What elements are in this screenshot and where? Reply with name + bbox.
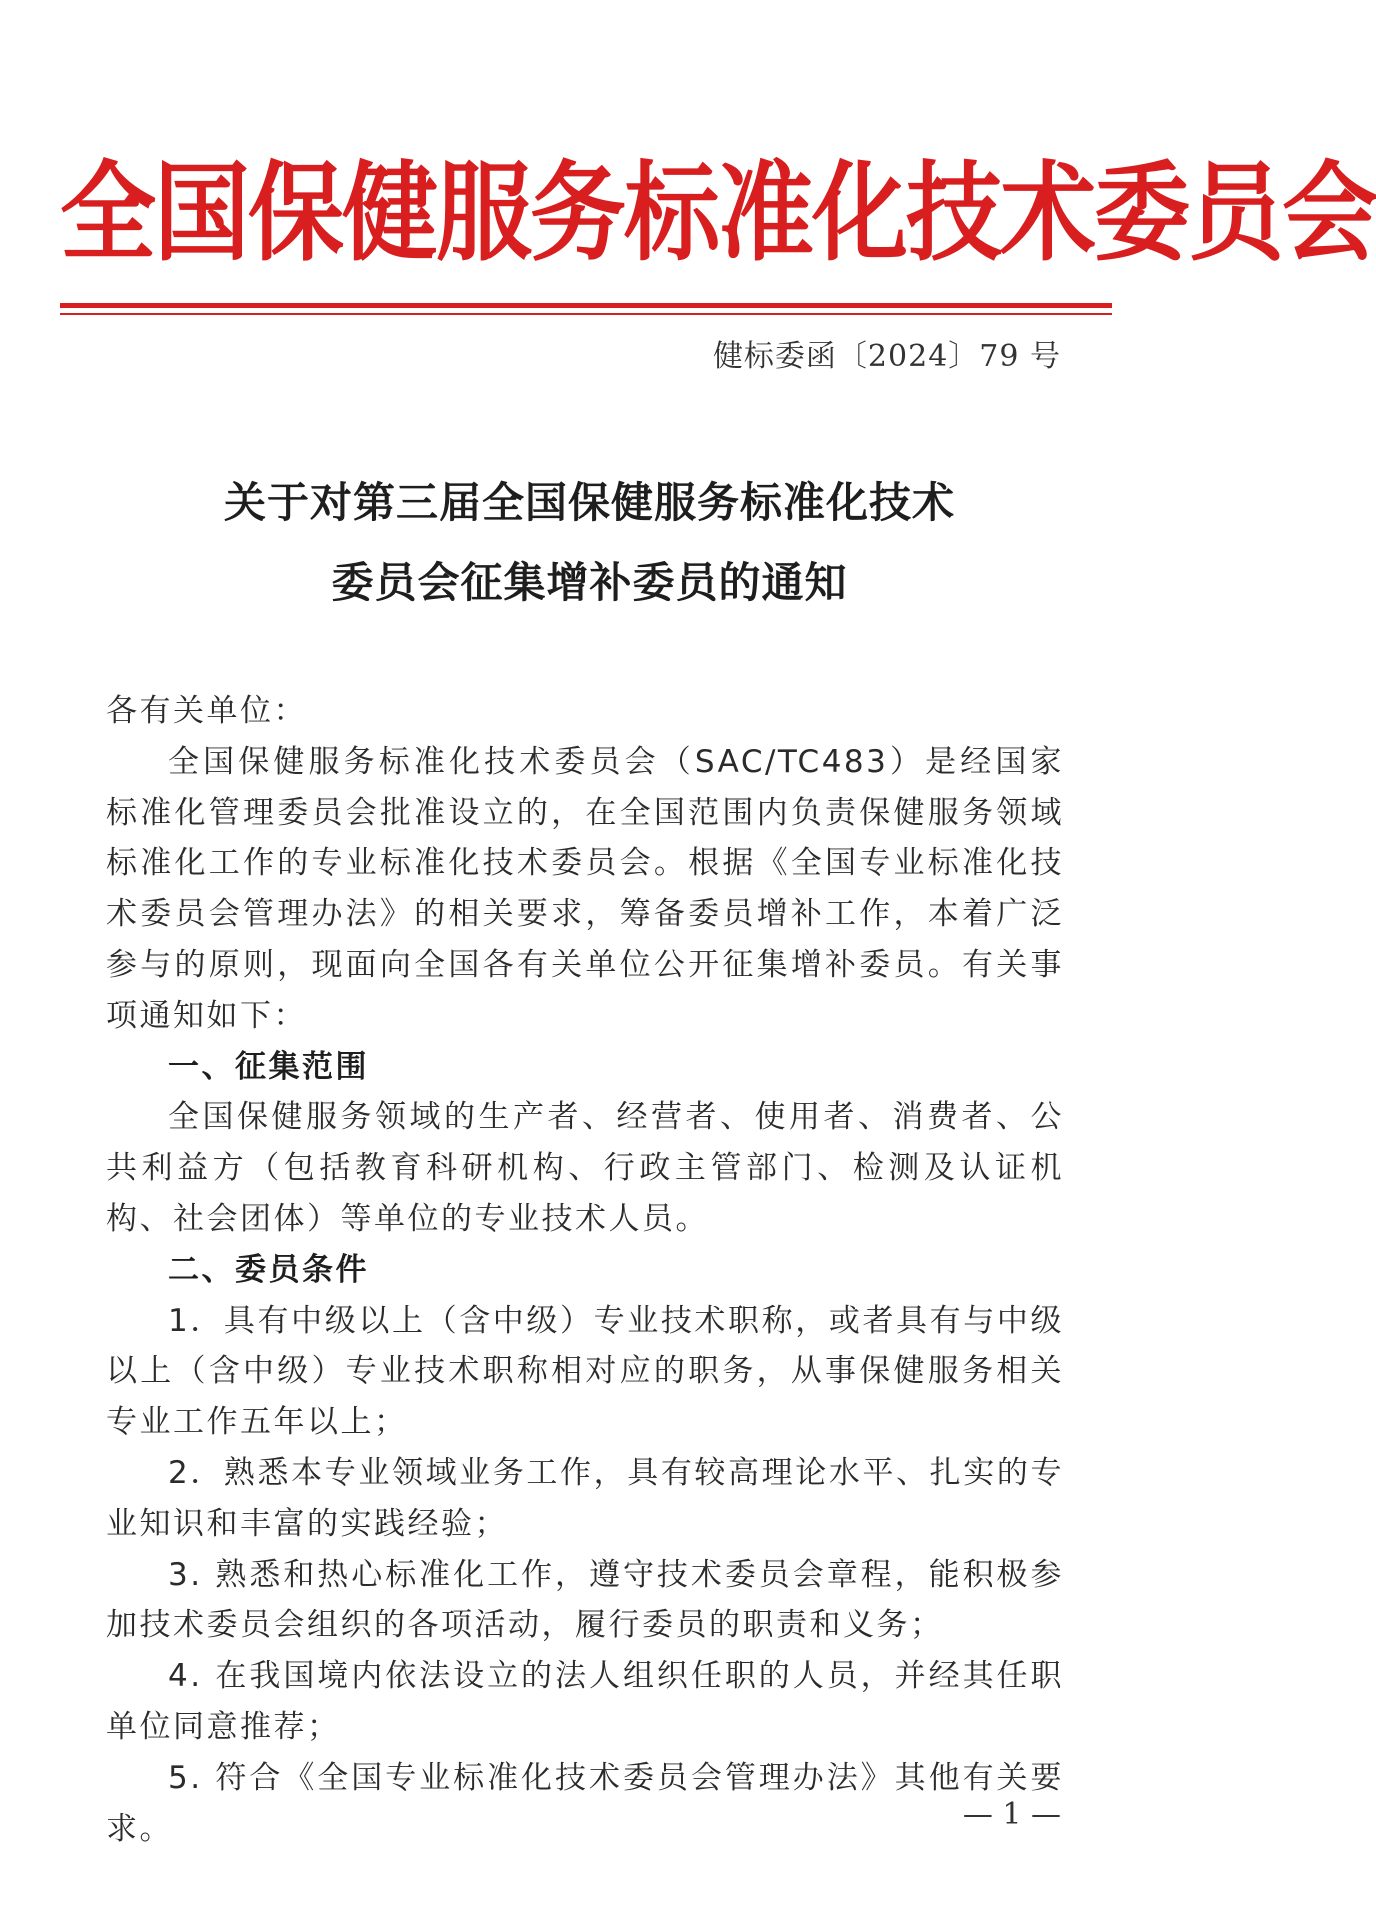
salutation: 各有关单位：	[106, 693, 307, 729]
letterhead-red-rule	[60, 303, 1112, 308]
section-2-heading: 二、委员条件	[168, 1251, 369, 1288]
document-number: 健标委函〔2024〕79 号	[712, 339, 1061, 374]
document-body	[106, 686, 1064, 1854]
condition-item-4: 4. 在我国境内依法设立的法人组织任职的人员，并经其任职单位同意推荐；	[106, 1658, 1064, 1745]
document-title	[0, 463, 1179, 623]
page-number: — 1 —	[962, 1797, 1061, 1832]
letterhead-red-rule-thin	[60, 313, 1112, 315]
section-1-paragraph: 全国保健服务领域的生产者、经营者、使用者、消费者、公共利益方（包括教育科研机构、行政主管部门、检测及认证机构、社会团体）等单位的专业技术人员。	[106, 1099, 1064, 1237]
intro-paragraph: 全国保健服务标准化技术委员会（SAC/TC483）是经国家标准化管理委员会批准设立的，在全国范围内负责保健服务领域标准化工作的专业标准化技术委员会。根据《全国专业标准化技术委员会管理办法》的相关要求，筹备委员增补工作，本着广泛参与的原则，现面向全国各有关单位公开征集增补委员。有关事项通知如下：	[106, 743, 1064, 1034]
letterhead-org-name: 全国保健服务标准化技术委员会	[60, 148, 1376, 276]
document-title-line-1: 关于对第三届全国保健服务标准化技术	[223, 478, 955, 527]
section-1-heading: 一、征集范围	[168, 1048, 369, 1085]
condition-item-5: 5. 符合《全国专业标准化技术委员会管理办法》其他有关要求。	[106, 1759, 1064, 1847]
document-title-line-2: 委员会征集增补委员的通知	[331, 558, 848, 607]
condition-item-1: 1．具有中级以上（含中级）专业技术职称，或者具有与中级以上（含中级）专业技术职称相对应的职务，从事保健服务相关专业工作五年以上；	[106, 1302, 1064, 1441]
condition-item-2: 2．熟悉本专业领域业务工作，具有较高理论水平、扎实的专业知识和丰富的实践经验；	[106, 1454, 1064, 1542]
condition-item-3: 3. 熟悉和热心标准化工作，遵守技术委员会章程，能积极参加技术委员会组织的各项活动，履行委员的职责和义务；	[106, 1556, 1064, 1644]
